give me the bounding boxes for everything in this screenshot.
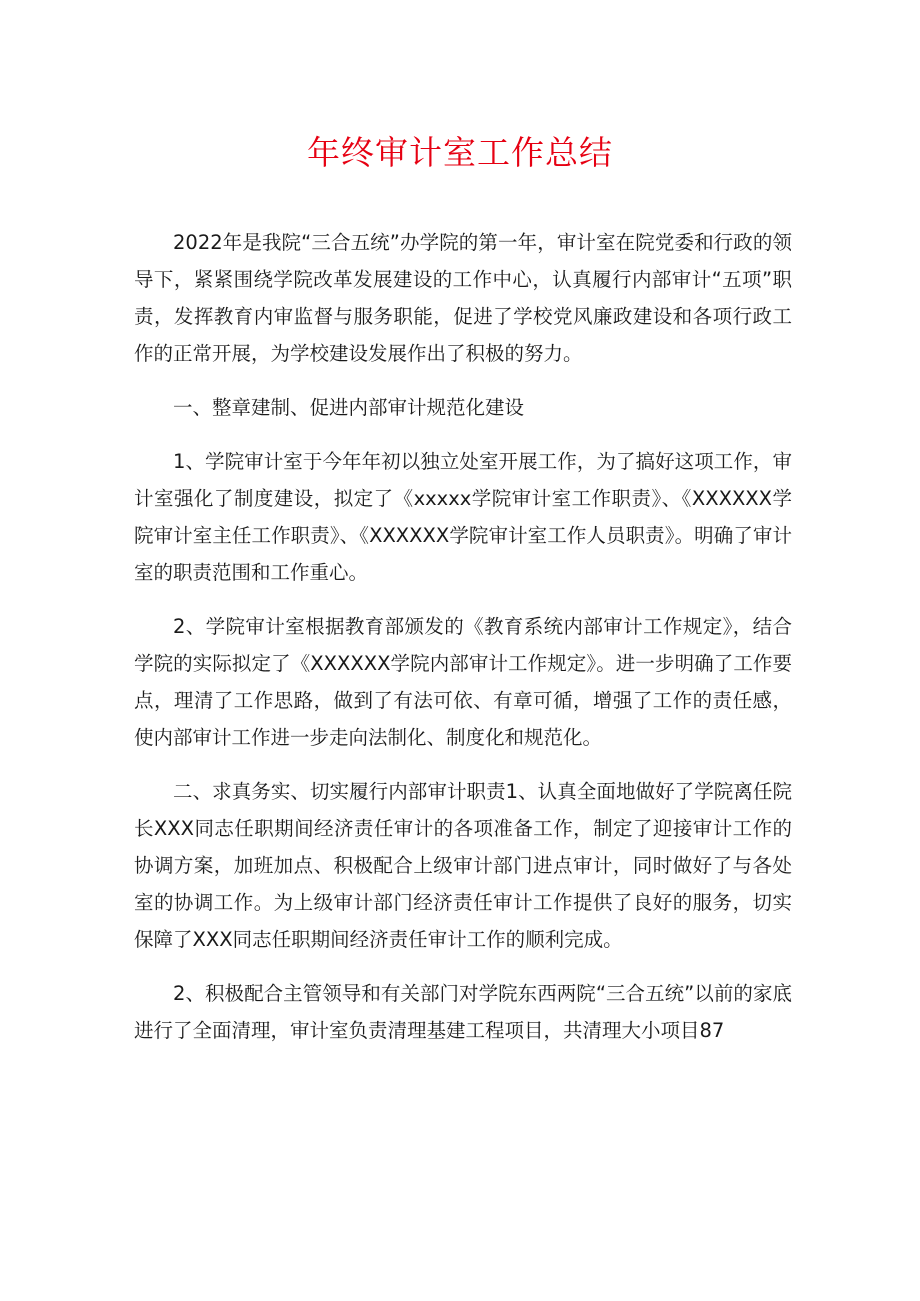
paragraph-2-2: 2、积极配合主管领导和有关部门对学院东西两院“三合五统”以前的家底进行了全面清理，审计室负责清理基建工程项目，共清理大小项目87 xyxy=(134,982,792,1042)
paragraph-intro: 2022年是我院“三合五统”办学院的第一年，审计室在院党委和行政的领导下，紧紧围绕学院改革发展建设的工作中心，认真履行内部审计“五项”职责，发挥教育内审监督与服务职能，促进了学校党风廉政建设和各项行政工作的正常开展，为学校建设发展作出了积极的努力。 xyxy=(134,231,792,365)
paragraph-1-2: 2、学院审计室根据教育部颁发的《教育系统内部审计工作规定》，结合学院的实际拟定了《XXXXXX学院内部审计工作规定》。进一步明确了工作要点，理清了工作思路，做到了有法可依、有章可循，增强了工作的责任感，使内部审计工作进一步走向法制化、制度化和规范化。 xyxy=(134,615,792,749)
document-body xyxy=(134,224,792,1066)
document-title: 年终审计室工作总结 xyxy=(307,133,613,172)
paragraph-1-1: 1、学院审计室于今年年初以独立处室开展工作，为了搞好这项工作，审计室强化了制度建设，拟定了《xxxxx学院审计室工作职责》、《XXXXXX学院审计室主任工作职责》、《XXXXXX学院审计室工作人员职责》。明确了审计室的职责范围和工作重心。 xyxy=(134,450,792,584)
section-heading-1: 一、整章建制、促进内部审计规范化建设 xyxy=(173,396,525,419)
paragraph-2-1: 二、求真务实、切实履行内部审计职责1、认真全面地做好了学院离任院长XXX同志任职期间经济责任审计的各项准备工作，制定了迎接审计工作的协调方案，加班加点、积极配合上级审计部门进点审计，同时做好了与各处室的协调工作。为上级审计部门经济责任审计工作提供了良好的服务，切实保障了XXX同志任职期间经济责任审计工作的顺利完成。 xyxy=(134,780,792,951)
